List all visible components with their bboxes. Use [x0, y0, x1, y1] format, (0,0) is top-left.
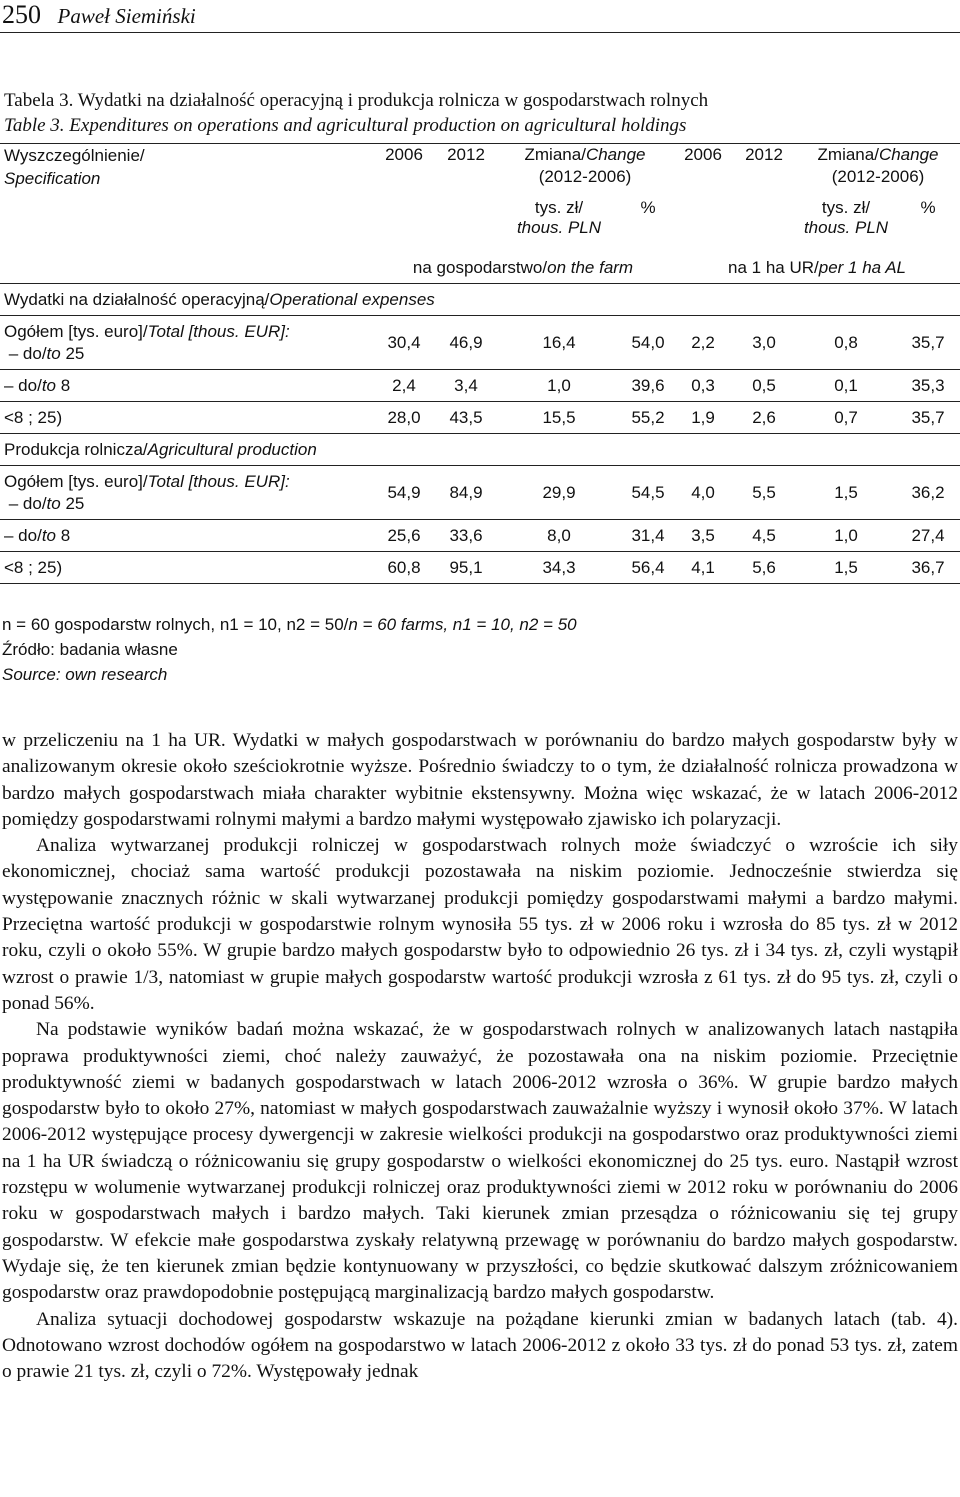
- basis-ha-en: per 1 ha AL: [818, 258, 907, 278]
- section-title: [0, 434, 960, 466]
- spec-header: [0, 144, 372, 254]
- table-cell: 60,8: [372, 552, 436, 584]
- change-period: (2012-2006): [831, 167, 925, 186]
- row-label-pl: – do/: [8, 493, 47, 513]
- row-label-en: to: [46, 493, 61, 513]
- table-cell: 1,0: [796, 520, 896, 552]
- spacer-cell: [0, 254, 372, 284]
- table-cell: 54,0: [622, 316, 674, 370]
- table-cell: 54,9: [372, 466, 436, 520]
- caption-english: Table 3. Expenditures on operations and agricultural production on agricultural holdings: [4, 115, 687, 136]
- row-label-pl: Ogółem [tys. euro]/: [4, 321, 148, 341]
- table-cell: 46,9: [436, 316, 496, 370]
- table-cell: 5,5: [732, 466, 796, 520]
- table-cell: 3,4: [436, 370, 496, 402]
- table-row: [0, 466, 960, 520]
- spec-header-pl: Wyszczególnienie/: [4, 146, 145, 165]
- section-title: [0, 284, 960, 316]
- table-cell: 27,4: [896, 520, 960, 552]
- body-text: [2, 728, 958, 1385]
- table-cell: 0,7: [796, 402, 896, 434]
- table-cell: 30,4: [372, 316, 436, 370]
- table-cell: 2,4: [372, 370, 436, 402]
- change-header: [496, 144, 674, 198]
- table-cell: 2,2: [674, 316, 732, 370]
- sample-note: [2, 612, 942, 637]
- table-row: [0, 520, 960, 552]
- table-cell: 84,9: [436, 466, 496, 520]
- table-caption: [4, 88, 956, 138]
- table-cell: 29,9: [496, 466, 622, 520]
- unit-header-en: thous. PLN: [516, 217, 602, 237]
- row-label-en: to: [41, 375, 56, 395]
- table-cell: 1,0: [496, 370, 622, 402]
- row-label: [0, 520, 372, 552]
- table-cell: 4,0: [674, 466, 732, 520]
- change-period: (2012-2006): [538, 167, 632, 186]
- row-label-tail: 8: [56, 375, 71, 395]
- percent-header: %: [640, 197, 656, 217]
- year-header: 2012: [732, 144, 796, 254]
- unit-header: [796, 198, 896, 254]
- row-label-tail: 25: [60, 343, 85, 363]
- table-cell: 54,5: [622, 466, 674, 520]
- section-row: [0, 284, 960, 316]
- table-cell: 0,8: [796, 316, 896, 370]
- row-label-pl: – do/: [4, 375, 42, 395]
- basis-ha-header: [674, 254, 960, 284]
- section-title-pl: Produkcja rolnicza/: [4, 439, 148, 459]
- table-cell: 0,1: [796, 370, 896, 402]
- table-row: [0, 316, 960, 370]
- unit-header: [496, 198, 622, 254]
- basis-farm-pl: na gospodarstwo/: [412, 258, 548, 278]
- table-row: [0, 552, 960, 584]
- change-header-en: Change: [878, 145, 939, 164]
- year-header: 2006: [372, 144, 436, 254]
- change-header-pl: Zmiana/: [817, 145, 879, 164]
- table-row: [0, 370, 960, 402]
- row-label-tail: 8: [56, 525, 71, 545]
- section-row: [0, 434, 960, 466]
- spec-header-en: Specification: [4, 169, 101, 188]
- table-cell: 56,4: [622, 552, 674, 584]
- table-cell: 5,6: [732, 552, 796, 584]
- table-cell: 25,6: [372, 520, 436, 552]
- table-cell: 0,3: [674, 370, 732, 402]
- change-header-en: Change: [585, 145, 646, 164]
- table-cell: 36,7: [896, 552, 960, 584]
- paragraph: w przeliczeniu na 1 ha UR. Wydatki w małych gospodarstwach w porównaniu do bardzo małych gospodarstw były w analizowanym okresie około sześciokrotnie wyższe. Pośrednio świadczy to o tym, że działalność rolnicza prowadzona w bardzo małych gospodarstwach miała charakter wybitnie ekstensywny. Można więc wskazać, że w latach 2006-2012 pomiędzy gospodarstwami rolnymi małymi a bardzo małymi występowało zjawisko ich polaryzacji.: [2, 730, 958, 830]
- table-cell: 15,5: [496, 402, 622, 434]
- table-cell: 3,0: [732, 316, 796, 370]
- table-cell: 4,5: [732, 520, 796, 552]
- sample-note-en: n = 60 farms, n1 = 10, n2 = 50: [348, 615, 577, 634]
- table-cell: 28,0: [372, 402, 436, 434]
- basis-ha-pl: na 1 ha UR/: [728, 258, 819, 278]
- row-label-en: Total [thous. EUR]:: [147, 321, 290, 341]
- header-row-years: [0, 144, 960, 198]
- table-cell: 34,3: [496, 552, 622, 584]
- percent-header: %: [920, 197, 936, 217]
- paragraph: Na podstawie wyników badań można wskazać, że w gospodarstwach rolnych w analizowanych latach nastąpiła poprawa produktywności ziemi, choć należy zauważyć, że pozostawała ona na niskim poziomie. Przeciętnie produktywność ziemi w badanych gospodarstwach w latach 2006-2012 wzrosła o 36%. W grupie bardzo małych gospodarstw było to około 27%, natomiast w małych gospodarstwach zauważalnie wyższy i wynosił około 37%. W latach 2006-2012 występujące procesy dywergencji w zakresie wielkości produkcji na gospodarstwo oraz produktywności ziemi na 1 ha UR świadczą o różnicowaniu się grupy gospodarstw o wielkości ekonomicznej do 25 tys. euro. Nastąpił wzrost rozstępu w wolumenie wytwarzanej produkcji rolniczej oraz produktywności ziemi w 2012 roku w porównaniu do 2006 roku w gospodarstwach małych i bardzo małych. Taki kierunek zmian przesądza o różnicowaniu się tej grupy gospodarstw. W efekcie małe gospodarstwa zyskały relatywną przewagę w porównaniu do bardzo małych gospodarstw. Wydaje się, że ten kierunek zmian będzie kontynuowany w przyszłości, co będzie skutkować dalszym zróżnicowaniem gospodarstw oraz prawdopodobnie postępującą marginalizacją bardzo małych gospodarstw.: [2, 1019, 958, 1304]
- row-label: [0, 466, 372, 520]
- data-table: [0, 143, 960, 584]
- row-label-tail: 25: [60, 493, 85, 513]
- row-label-pl: – do/: [4, 525, 42, 545]
- section-title-en: Agricultural production: [147, 439, 317, 459]
- unit-header-pl: tys. zł/: [821, 197, 871, 217]
- table-cell: 4,1: [674, 552, 732, 584]
- row-label-en: to: [41, 525, 56, 545]
- table-cell: 43,5: [436, 402, 496, 434]
- table-cell: 1,5: [796, 466, 896, 520]
- table-cell: 35,7: [896, 402, 960, 434]
- basis-farm-en: on the farm: [547, 258, 634, 278]
- row-label-pl: Ogółem [tys. euro]/: [4, 471, 148, 491]
- caption-polish: Tabela 3. Wydatki na działalność operacyjną i produkcja rolnicza w gospodarstwach rolnych: [4, 90, 709, 111]
- header-row-basis: [0, 254, 960, 284]
- row-label: [0, 370, 372, 402]
- source-note-en: Source: own research: [2, 665, 168, 684]
- row-label-pl: – do/: [8, 343, 47, 363]
- unit-header-en: thous. PLN: [803, 217, 889, 237]
- table-cell: 8,0: [496, 520, 622, 552]
- table-cell: 16,4: [496, 316, 622, 370]
- table-cell: 3,5: [674, 520, 732, 552]
- sample-note-pl: n = 60 gospodarstw rolnych, n1 = 10, n2 = 50/: [2, 615, 349, 634]
- change-header: [796, 144, 960, 198]
- table-cell: 1,5: [796, 552, 896, 584]
- row-label: <8 ; 25): [0, 402, 372, 434]
- page-number: 250: [2, 0, 41, 29]
- year-header: 2006: [674, 144, 732, 254]
- running-header: [0, 0, 960, 33]
- paragraph: Analiza sytuacji dochodowej gospodarstw wskazuje na pożądane kierunki zmian w badanych latach (tab. 4). Odnotowano wzrost dochodów ogółem na gospodarstwo w latach 2006-2012 z około 33 tys. zł do ponad 53 tys. zł, zatem o prawie 21 tys. zł, czyli o 72%. Występowały jednak: [2, 1308, 958, 1383]
- year-header: 2012: [436, 144, 496, 254]
- section-title-en: Operational expenses: [269, 289, 435, 309]
- table-cell: 33,6: [436, 520, 496, 552]
- table-cell: 95,1: [436, 552, 496, 584]
- table-cell: 55,2: [622, 402, 674, 434]
- paragraph: Analiza wytwarzanej produkcji rolniczej w gospodarstwach rolnych może świadczyć o wzroście ich siły ekonomicznej, chociaż sama wartość produkcji pozostawała na niskim poziomie. Jednocześnie stwierdza się występowanie znacznych różnic w skali wytwarzanej produkcji pomiędzy gospodarstwami małymi a bardzo małymi. Przeciętna wartość produkcji w gospodarstwie rolnym wynosiła 55 tys. zł w 2006 roku i wzrosła do 85 tys. zł w 2012 roku, czyli o około 55%. W grupie bardzo małych gospodarstw było to odpowiednio 26 tys. zł i 34 tys. zł, czyli wystąpił wzrost o prawie 1/3, natomiast w grupie małych gospodarstw wartość produkcji wzrosła z 61 tys. zł do 95 tys. zł, czyli o ponad 56%.: [2, 835, 958, 1014]
- author-name: Paweł Siemiński: [57, 4, 196, 28]
- table-cell: 39,6: [622, 370, 674, 402]
- table-cell: 35,7: [896, 316, 960, 370]
- source-note-pl: Źródło: badania własne: [2, 640, 178, 659]
- row-label: [0, 316, 372, 370]
- table-cell: 0,5: [732, 370, 796, 402]
- row-label-en: Total [thous. EUR]:: [147, 471, 290, 491]
- unit-header-pl: tys. zł/: [534, 197, 584, 217]
- change-header-pl: Zmiana/: [524, 145, 586, 164]
- row-label-en: to: [46, 343, 61, 363]
- table-cell: 36,2: [896, 466, 960, 520]
- section-title-pl: Wydatki na działalność operacyjną/: [4, 289, 270, 309]
- table-cell: 35,3: [896, 370, 960, 402]
- table-row: [0, 402, 960, 434]
- table-cell: 2,6: [732, 402, 796, 434]
- table-cell: 1,9: [674, 402, 732, 434]
- table-cell: 31,4: [622, 520, 674, 552]
- row-label: <8 ; 25): [0, 552, 372, 584]
- basis-farm-header: [372, 254, 674, 284]
- table-notes: [2, 612, 942, 687]
